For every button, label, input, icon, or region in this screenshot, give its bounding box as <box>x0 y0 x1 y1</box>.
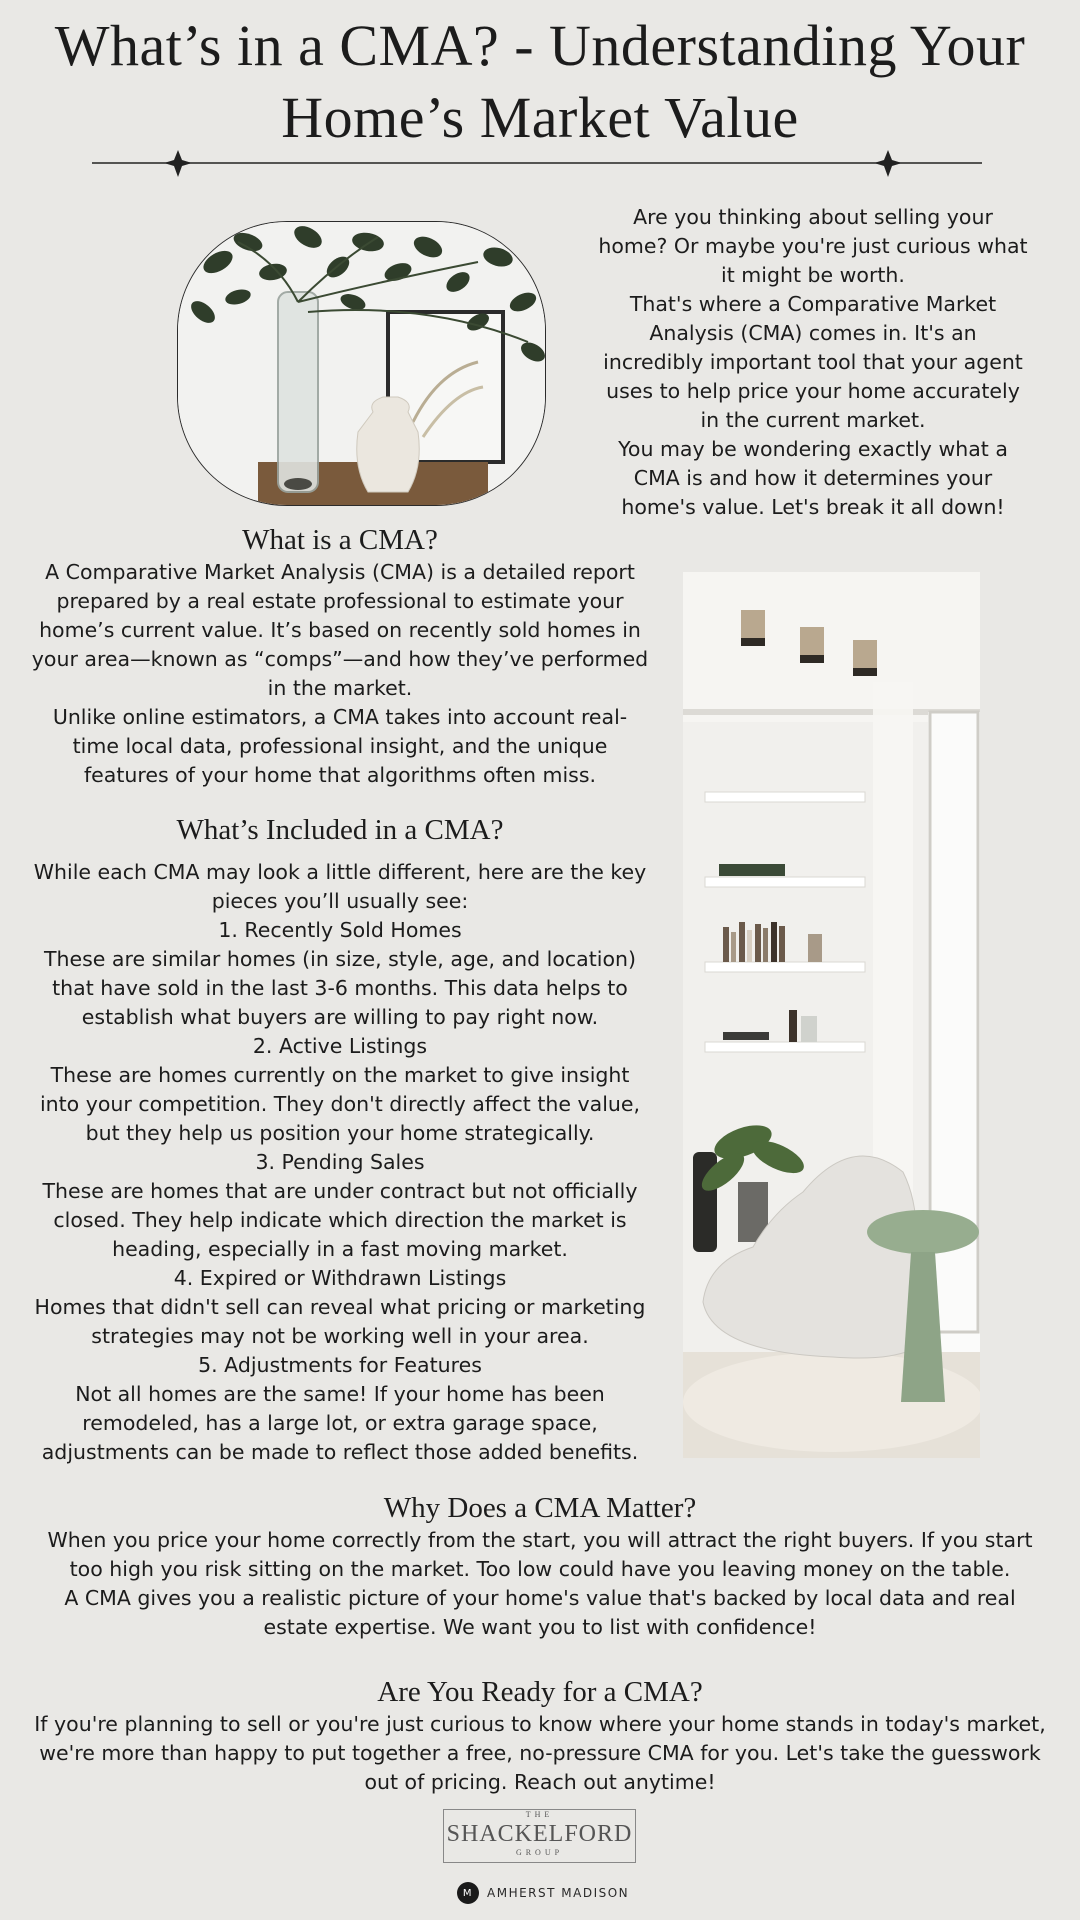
intro-paragraph: You may be wondering exactly what a CMA is and how it determines your home's value. Let's break it all down! <box>618 437 1008 519</box>
section-heading: What is a CMA? <box>242 524 438 556</box>
footer-brand-name: AMHERST MADISON <box>487 1886 630 1900</box>
sparkle-icon <box>874 150 902 177</box>
brand-logo <box>443 1809 636 1863</box>
section-paragraph: When you price your home correctly from the start, you will attract the right buyers. If you start too high you risk sitting on the market. Too low could have you leaving money on the table. <box>47 1528 1033 1581</box>
logo-bottom: GROUP <box>515 1848 564 1857</box>
list-item-body: These are homes that are under contract but not officially closed. They help indicate which direction the market is heading, especially in a fast moving market. <box>42 1179 638 1261</box>
list-item-title: 1. Recently Sold Homes <box>218 918 462 942</box>
section-paragraph: If you're planning to sell or you're just curious to know where your home stands in today's market, we're more than happy to put together a free, no-pressure CMA for you. Let's take the guesswork out of pricing. Reach out anytime! <box>34 1712 1046 1794</box>
list-item-body: Homes that didn't sell can reveal what pricing or marketing strategies may not be working well in your area. <box>34 1295 646 1348</box>
section-paragraph: While each CMA may look a little different, here are the key pieces you’ll usually see: <box>33 860 647 913</box>
footer-brand <box>457 1881 629 1905</box>
section-paragraph: A Comparative Market Analysis (CMA) is a detailed report prepared by a real estate professional to estimate your home’s current value. It’s based on recently sold homes in your area—known as “comps”—and how they’ve performed in the market. <box>31 560 649 700</box>
list-item-body: These are similar homes (in size, style, age, and location) that have sold in the last 3-6 months. This data helps to establish what buyers are willing to pay right now. <box>44 947 636 1029</box>
list-item-title: 2. Active Listings <box>252 1034 428 1058</box>
section-why <box>30 1490 1050 1642</box>
sparkle-icon <box>164 150 192 177</box>
page-title <box>40 10 1040 154</box>
logo-top: THE <box>525 1810 554 1819</box>
list-item-title: 3. Pending Sales <box>255 1150 425 1174</box>
hero-image-vase <box>177 221 546 506</box>
divider-with-sparkles <box>92 150 982 180</box>
section-heading: Why Does a CMA Matter? <box>383 1492 697 1524</box>
list-item-body: Not all homes are the same! If your home has been remodeled, has a large lot, or extra garage space, adjustments can be made to reflect those added benefits. <box>41 1382 639 1464</box>
section-paragraph: Unlike online estimators, a CMA takes into account real-time local data, professional insight, and the unique features of your home that algorithms often miss. <box>52 705 628 787</box>
list-item-title: 5. Adjustments for Features <box>198 1353 482 1377</box>
section-paragraph: A CMA gives you a realistic picture of your home's value that's backed by local data and real estate expertise. We want you to list with confidence! <box>64 1586 1016 1639</box>
section-ready <box>30 1674 1050 1797</box>
title-line-1: What’s in a CMA? - Understanding Your <box>54 13 1026 78</box>
logo-name: SHACKELFORD <box>446 1821 633 1847</box>
section-heading: Are You Ready for a CMA? <box>377 1676 703 1708</box>
intro-paragraph: That's where a Comparative Market Analysis (CMA) comes in. It's an incredibly important tool that your agent uses to help price your home accurately in the current market. <box>603 292 1023 432</box>
section-included <box>30 812 650 1467</box>
section-what-is <box>30 522 650 790</box>
list-item-body: These are homes currently on the market to give insight into your competition. They don't directly affect the value, but they help us position your home strategically. <box>39 1063 641 1145</box>
room-image-chair <box>683 572 980 1458</box>
section-heading: What’s Included in a CMA? <box>176 814 504 846</box>
intro-paragraph: Are you thinking about selling your home? Or maybe you're just curious what it might be worth. <box>598 205 1028 287</box>
brokerage-logo-icon: M <box>457 1882 479 1904</box>
title-line-2: Home’s Market Value <box>281 85 799 150</box>
list-item-title: 4. Expired or Withdrawn Listings <box>173 1266 507 1290</box>
intro-text <box>598 203 1028 522</box>
